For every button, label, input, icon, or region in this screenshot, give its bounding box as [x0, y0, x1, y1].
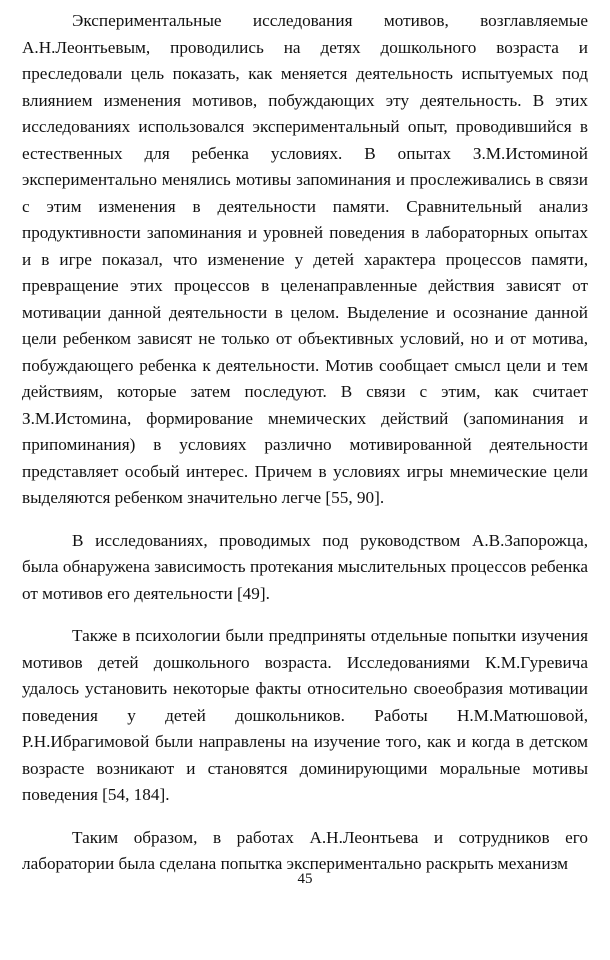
paragraph-conclusion: Таким образом, в работах А.Н.Леонтьева и сотрудников его лаборатории была сделана попытка экспериментально раскрыть механизм	[22, 827, 588, 873]
page-number: 45	[297, 871, 313, 887]
paragraph-zaporozhets-research: В исследованиях, проводимых под руководством А.В.Запорожца, была обнаружена зависимость протекания мыслительных процессов ребенка от мотивов его деятельности [49].	[22, 530, 588, 603]
page-body	[22, 8, 588, 878]
paragraph-leontiev-experiments: Экспериментальные исследования мотивов, возглавляемые А.Н.Леонтьевым, проводились на детях дошкольного возраста и преследовали цель показать, как меняется деятельность испытуемых под влиянием изменения мотивов, побуждающих эту деятельность. В этих исследованиях использовался экспериментальный опыт, проводившийся в естественных для ребенка условиях. В опытах З.М.Истоминой экспериментально менялись мотивы запоминания и прослеживались в связи с этим изменения в деятельности памяти. Сравнительный анализ продуктивности запоминания и уровней поведения в лабораторных опытах и в игре показал, что изменение у детей характера процессов памяти, превращение этих процессов в целенаправленные действия зависят от мотивации данной деятельности в целом. Выделение и осознание данной цели ребенком зависят не только от объективных условий, но и от мотива, побуждающего ребенка к деятельности. Мотив сообщает смысл цели и тем действиям, которые затем последуют. В связи с этим, как считает З.М.Истомина, формирование мнемических действий (запоминания и припоминания) в условиях различно мотивированной деятельности представляет особый интерес. Причем в условиях игры мнемические цели выделяются ребенком значительно легче [55, 90].	[22, 11, 588, 507]
paragraph-preschool-motives: Также в психологии были предприняты отдельные попытки изучения мотивов детей дошкольного возраста. Исследованиями К.М.Гуревича удалось установить некоторые факты относительно своеобразия мотивации поведения у детей дошкольников. Работы Н.М.Матюшовой, Р.Н.Ибрагимовой были направлены на изучение того, как и когда в детском возрасте возникают и становятся доминирующими моральные мотивы поведения [54, 184].	[22, 626, 588, 804]
